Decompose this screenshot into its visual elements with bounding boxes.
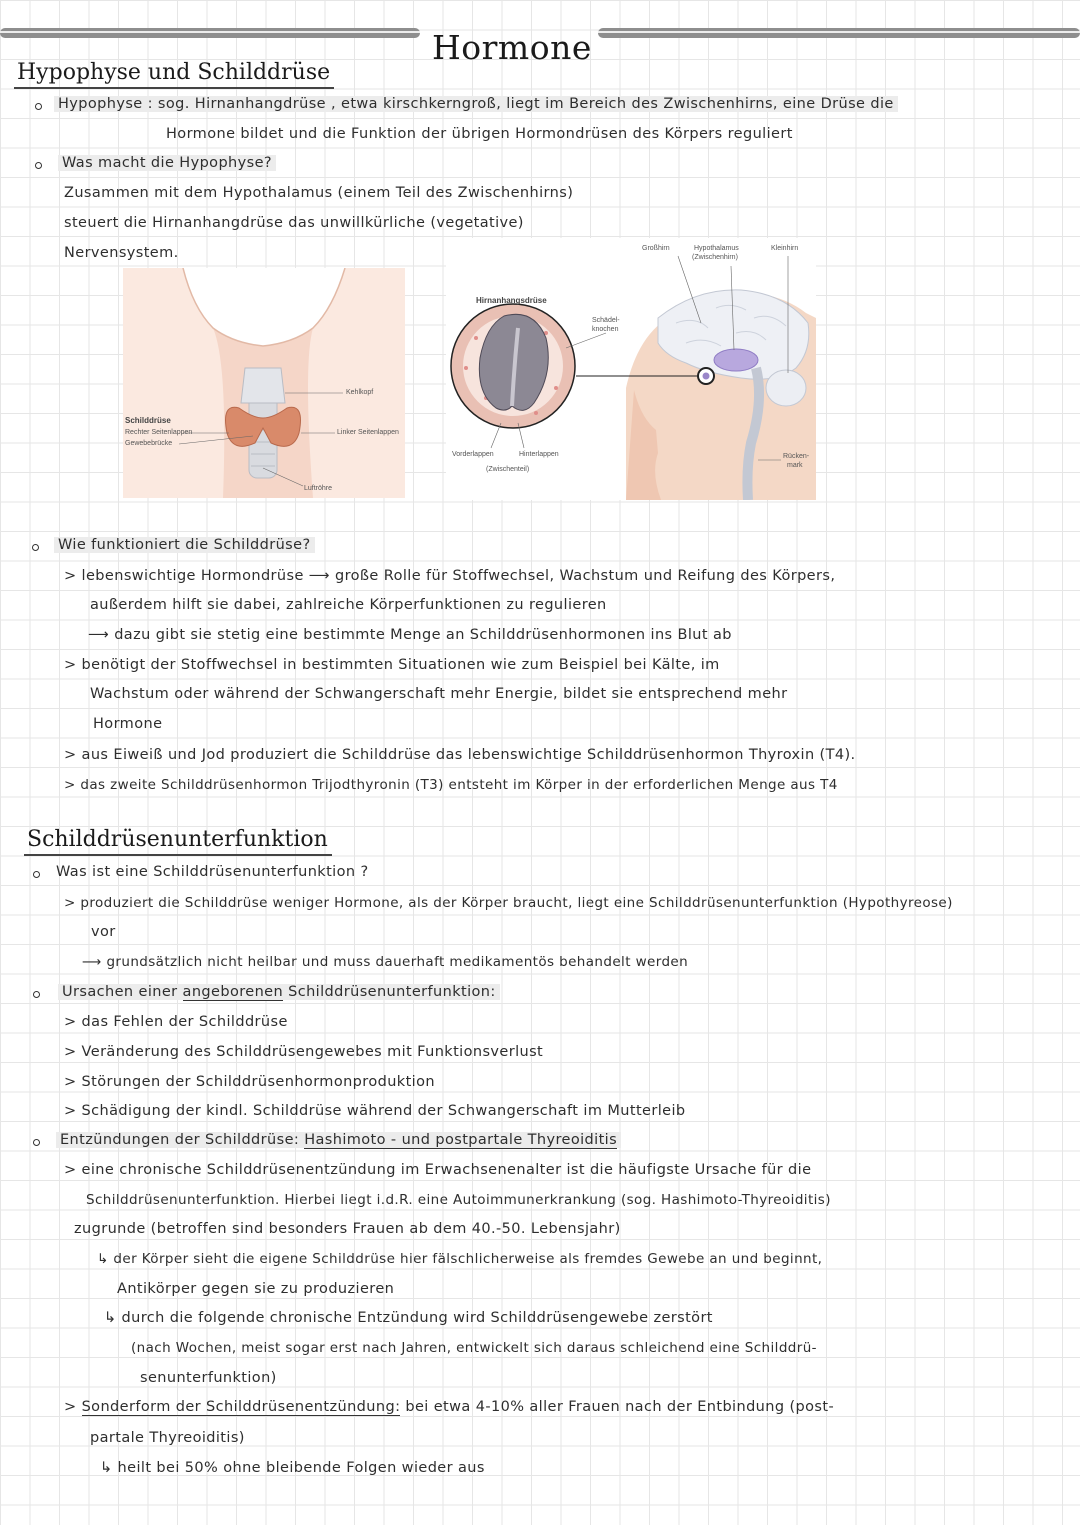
label-rueckenmark-1: Rücken- bbox=[783, 453, 810, 460]
bullet bbox=[33, 1139, 40, 1146]
brain-pituitary-illustration bbox=[446, 238, 816, 500]
label-zwischenhirn: (Zwischenhirn) bbox=[692, 254, 738, 261]
label-kleinhirn: Kleinhirn bbox=[771, 245, 799, 252]
text-line: > lebenswichtige Hormondrüse ⟶ große Rolle für Stoffwechsel, Wachstum und Reifung des Körpers, bbox=[64, 568, 836, 584]
title-rule-right bbox=[598, 28, 1080, 38]
text-line: Hormone bildet und die Funktion der übrigen Hormondrüsen des Körpers reguliert bbox=[166, 126, 793, 142]
text-line: zugrunde (betroffen sind besonders Frauen ab dem 40.-50. Lebensjahr) bbox=[74, 1221, 621, 1237]
page-title: Hormone bbox=[432, 28, 592, 67]
bullet bbox=[33, 871, 40, 878]
text-line: Hormone bbox=[93, 716, 163, 732]
text-line: Antikörper gegen sie zu produzieren bbox=[117, 1281, 395, 1297]
causes-prefix: Ursachen einer bbox=[62, 984, 178, 1000]
text-line: Schilddrüsenunterfunktion. Hierbei liegt i.d.R. eine Autoimmunerkrankung (sog. Hashimoto-Thyreoiditis) bbox=[86, 1192, 831, 1208]
text-line: ⟶ grundsätzlich nicht heilbar und muss dauerhaft medikamentös behandelt werden bbox=[82, 954, 689, 970]
text-line: vor bbox=[91, 924, 116, 940]
label-vorderlappen: Vorderlappen bbox=[452, 451, 494, 458]
section-heading-hypophyse: Hypophyse und Schilddrüse bbox=[17, 60, 331, 85]
text-line: partale Thyreoiditis) bbox=[90, 1430, 245, 1446]
list-item: > das Fehlen der Schilddrüse bbox=[64, 1014, 288, 1030]
text-line: außerdem hilft sie dabei, zahlreiche Körperfunktionen zu regulieren bbox=[90, 597, 607, 613]
question-text: Was ist eine Schilddrüsenunterfunktion ? bbox=[56, 864, 369, 880]
bullet bbox=[33, 991, 40, 998]
label-zwischenteil: (Zwischenteil) bbox=[486, 466, 530, 473]
text-line: > eine chronische Schilddrüsenentzündung im Erwachsenenalter ist die häufigste Ursache für die bbox=[64, 1162, 812, 1178]
text-line: ↳ durch die folgende chronische Entzündung wird Schilddrüsengewebe zerstört bbox=[104, 1310, 713, 1326]
text-line: > aus Eiweiß und Jod produziert die Schilddrüse das lebenswichtige Schilddrüsenhormon Thyroxin (T4). bbox=[64, 747, 856, 763]
text-line: steuert die Hirnanhangdrüse das unwillkürliche (vegetative) bbox=[64, 215, 524, 231]
label-kehlkopf: Kehlkopf bbox=[346, 389, 374, 396]
label-luftroehre: Luftröhre bbox=[304, 485, 333, 492]
text-line: senunterfunktion) bbox=[140, 1370, 277, 1386]
special-form-line bbox=[64, 1399, 834, 1415]
special-form-arrow: > bbox=[64, 1399, 77, 1415]
text-line: Hypophyse : sog. Hirnanhangdrüse , etwa kirschkerngroß, liegt im Bereich des Zwischenhirns, eine Drüse die bbox=[54, 96, 898, 112]
label-hypothalamus: Hypothalamus bbox=[694, 245, 739, 252]
bullet bbox=[35, 103, 42, 110]
label-schaedelknochen-1: Schädel- bbox=[592, 317, 620, 324]
inflammation-prefix: Entzündungen der Schilddrüse: bbox=[60, 1132, 300, 1148]
label-rechter-seitenlappen: Rechter Seitenlappen bbox=[125, 429, 193, 436]
bullet bbox=[35, 162, 42, 169]
question-text: Was macht die Hypophyse? bbox=[58, 155, 276, 171]
causes-heading bbox=[58, 984, 500, 1000]
text-line: ⟶ dazu gibt sie stetig eine bestimmte Menge an Schilddrüsenhormonen ins Blut ab bbox=[88, 627, 732, 643]
text-line: Zusammen mit dem Hypothalamus (einem Teil des Zwischenhirns) bbox=[64, 185, 574, 201]
list-item: > Schädigung der kindl. Schilddrüse während der Schwangerschaft im Mutterleib bbox=[64, 1103, 686, 1119]
text-line: > produziert die Schilddrüse weniger Hormone, als der Körper braucht, liegt eine Schilddrüsenunterfunktion (Hypothyreose) bbox=[64, 895, 953, 911]
inflammation-underlined: Hashimoto - und postpartale Thyreoiditis bbox=[304, 1132, 618, 1148]
text-line: ↳ der Körper sieht die eigene Schilddrüse hier fälschlicherweise als fremdes Gewebe an und beginnt, bbox=[97, 1251, 823, 1267]
title-banner bbox=[0, 18, 1080, 67]
label-hinterlappen: Hinterlappen bbox=[519, 451, 559, 458]
thyroid-drawing bbox=[123, 268, 405, 498]
label-hirnanhangsdruese: Hirnanhangsdrüse bbox=[476, 296, 547, 305]
label-linker-seitenlappen: Linker Seitenlappen bbox=[337, 429, 399, 436]
label-gewebebruecke: Gewebebrücke bbox=[125, 440, 173, 447]
pituitary-drawing bbox=[446, 238, 816, 500]
question-text: Wie funktioniert die Schilddrüse? bbox=[54, 537, 315, 553]
label-rueckenmark-2: mark bbox=[787, 462, 803, 469]
list-item: > Störungen der Schilddrüsenhormonproduktion bbox=[64, 1074, 435, 1090]
causes-suffix: Schilddrüsenunterfunktion: bbox=[288, 984, 496, 1000]
inflammation-heading bbox=[56, 1132, 621, 1148]
text-line: Nervensystem. bbox=[64, 245, 179, 261]
text-line: > benötigt der Stoffwechsel in bestimmten Situationen wie zum Beispiel bei Kälte, im bbox=[64, 657, 720, 673]
list-item: > Veränderung des Schilddrüsengewebes mit Funktionsverlust bbox=[64, 1044, 544, 1060]
label-schilddruese: Schilddrüse bbox=[125, 416, 171, 425]
text-line: Wachstum oder während der Schwangerschaft mehr Energie, bildet sie entsprechend mehr bbox=[90, 686, 788, 702]
label-schaedelknochen-2: knochen bbox=[592, 326, 619, 333]
text-line: ↳ heilt bei 50% ohne bleibende Folgen wieder aus bbox=[100, 1460, 485, 1476]
title-rule-left bbox=[0, 28, 420, 38]
special-form-rest: bei etwa 4-10% aller Frauen nach der Entbindung (post- bbox=[405, 1399, 835, 1415]
bullet bbox=[32, 544, 39, 551]
causes-underlined: angeborenen bbox=[182, 984, 284, 1000]
special-form-underlined: Sonderform der Schilddrüsenentzündung: bbox=[81, 1399, 401, 1415]
section-heading-unterfunktion: Schilddrüsenunterfunktion bbox=[27, 827, 328, 852]
text-line: (nach Wochen, meist sogar erst nach Jahren, entwickelt sich daraus schleichend eine Schilddrü- bbox=[131, 1340, 817, 1356]
label-grosshirn: Großhirn bbox=[642, 245, 670, 252]
thyroid-illustration bbox=[123, 268, 405, 498]
text-line: > das zweite Schilddrüsenhormon Trijodthyronin (T3) entsteht im Körper in der erforderlichen Menge aus T4 bbox=[64, 777, 838, 793]
